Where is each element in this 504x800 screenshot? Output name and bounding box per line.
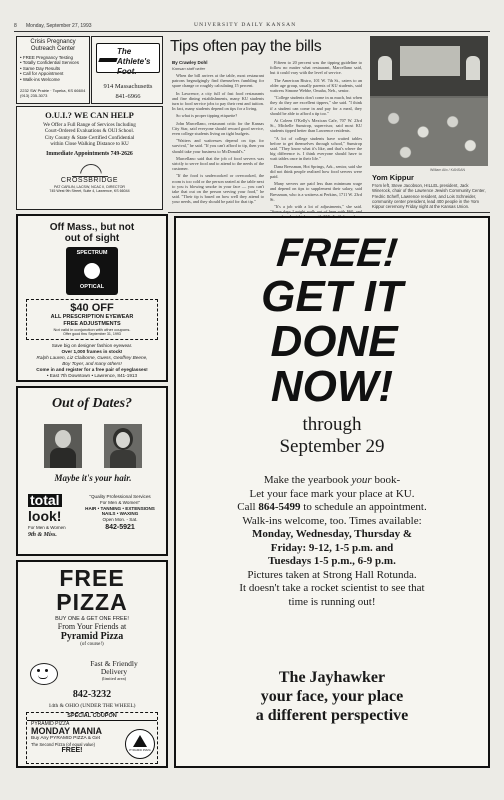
oui-crossbridge-ad bbox=[16, 106, 163, 210]
yearbook-call: Call 864-5499 to schedule an appointment. bbox=[237, 501, 427, 513]
oui-line: City County & State Certified Confidential bbox=[44, 134, 135, 141]
yearbook-closing: time is running out! bbox=[288, 595, 376, 608]
spectrum-address: • East 7th Downtown • Lawrence, 841-1913 bbox=[46, 372, 138, 378]
pizza-bogo: BUY ONE & GET ONE FREE! bbox=[55, 616, 129, 622]
yearbook-times: Tuesdays 1-5 p.m., 6-9 p.m. bbox=[268, 555, 396, 567]
pizza-location: 14th & OHIO (UNDER THE WHEEL) bbox=[48, 703, 136, 709]
yearbook-date: September 29 bbox=[279, 436, 385, 457]
crossbridge-director: PAT CARLIN, LACSW, NCAC II, DIRECTOR bbox=[53, 184, 126, 189]
spectrum-headline-line: out of sight bbox=[64, 233, 120, 244]
total-look-headline: Out of Dates? bbox=[51, 396, 133, 411]
pizza-name: Pyramid Pizza bbox=[60, 631, 124, 642]
article-paragraph: Marcellano said that the job of food servers was strictly to serve food and to attend to the needs of the customer. bbox=[172, 155, 264, 172]
spectrum-fine-print: Offer good thru September 31, 1993 bbox=[63, 332, 121, 336]
crisis-pregnancy-ad bbox=[16, 36, 90, 104]
page-number: 8 bbox=[14, 23, 17, 29]
total-look-logo-text: look! bbox=[28, 508, 62, 524]
pizza-coupon bbox=[26, 712, 158, 764]
yearbook-get-it: GET IT bbox=[261, 272, 403, 321]
athletes-foot-address: 914 Massachusetts bbox=[103, 83, 153, 90]
yearbook-times: Monday, Wednesday, Thursday & bbox=[251, 528, 413, 540]
yearbook-location: Pictures taken at Strong Hall Rotunda. bbox=[247, 568, 417, 581]
spectrum-price: $40 OFF bbox=[70, 302, 114, 314]
yearbook-free: FREE! bbox=[274, 231, 400, 275]
pyramid-pizza-ad bbox=[16, 560, 168, 768]
article-paragraph: In Lawrence, a city full of fast food restaurants and fine dining establishments, many KU students turn to food service jobs to pay their rent and tuition. In fact, many students depend on tips for a living. bbox=[172, 90, 264, 112]
article-paragraph: John Marcellano, restaurant critic for the Kansas City Star, said everyone should reward good service, even college students living on tight budgets. bbox=[172, 120, 264, 137]
pizza-from: From Your Friends at bbox=[57, 622, 127, 631]
crisis-item: • Walk-ins Welcome bbox=[20, 76, 60, 82]
pizza-monday-mania: MONDAY MANIA bbox=[31, 726, 103, 736]
total-look-logo bbox=[28, 492, 72, 538]
yearbook-pitch: Let your face mark your place at KU. bbox=[249, 487, 415, 500]
yearbook-walkins: Walk-ins welcome, too. Times available: bbox=[242, 514, 422, 527]
article-paragraph: The American Bistro, 101 W. 7th St., caters to an older age group, usually parents of KU students, said waitress Simone Webbe, Omaha, Neb., senior. bbox=[270, 77, 362, 94]
article-paragraph: "A lot of college students have waited tables before to get themselves through school," Sunstrop said. "They know what it's like, and that's where the big difference is. I think everyone should have to wait tables once in their life." bbox=[270, 135, 362, 162]
spectrum-offer: FREE ADJUSTMENTS bbox=[63, 320, 121, 327]
article-paragraph: Many servers are paid less than minimum wage and depend on tips to supplement their salary, said Bressman, who is a waitress at Perkins, 1711 W. 23rd St. bbox=[270, 181, 362, 202]
article-paragraph: "If the food is undercooked or overcooked, the room is too cold or the person seated at the table next to you is blowing smoke in your face — you can't take that out on the person serving your food," he said. "Their tip is based on how well they attend to your needs, and they should be paid for that tip." bbox=[172, 173, 264, 205]
spectrum-logo bbox=[66, 247, 118, 295]
portrait-woman bbox=[104, 424, 142, 468]
crisis-title: Crisis Pregnancy Outreach Center bbox=[30, 39, 76, 52]
shoe-stripe-icon bbox=[98, 58, 117, 62]
pizza-of-course: (of course!) bbox=[80, 642, 104, 647]
athletes-foot-ad bbox=[91, 36, 163, 104]
total-look-location: 9th & Miss. bbox=[28, 532, 57, 538]
spectrum-logo-text: OPTICAL bbox=[79, 284, 105, 290]
pizza-coupon-offer: Buy Any PYRAMID PIZZA & Get bbox=[31, 736, 101, 741]
athletes-foot-logo bbox=[96, 43, 160, 76]
jayhawker-yearbook-ad bbox=[174, 216, 490, 768]
jayhawker-tagline: a different perspective bbox=[255, 707, 409, 724]
yearbook-through: through bbox=[302, 414, 362, 435]
article-paragraph: Fifteen to 20 percent was the tipping guideline to follow no matter what restaurant, Marcellano said, but it could vary with the level of service. bbox=[270, 60, 362, 76]
spectrum-save: Over 1,000 frames in stock! bbox=[61, 348, 123, 354]
jayhawker-tagline: The Jayhawker bbox=[278, 669, 386, 686]
spectrum-headline bbox=[18, 222, 166, 244]
article-headline: Tips often pay the bills bbox=[170, 38, 322, 55]
article-paragraph: So what is proper tipping etiquette? bbox=[176, 113, 238, 119]
spectrum-headline-line: Off Mass., but not bbox=[49, 222, 135, 233]
yearbook-closing: It doesn't take a rocket scientist to see that bbox=[239, 582, 425, 594]
total-look-services: For Men & Women" bbox=[99, 499, 141, 505]
pyramid-badge-text: PYRAMID PIZZA bbox=[129, 748, 151, 752]
crisis-item: • Call for Appointment bbox=[20, 71, 64, 77]
pizza-fast: Fast & Friendly bbox=[90, 659, 138, 668]
spectrum-fine-print: Not valid in conjunction with other coupons. bbox=[53, 327, 131, 332]
oui-line: We Offer a Full Range of Services Including bbox=[43, 122, 136, 128]
header-rule bbox=[14, 31, 490, 32]
spectrum-brands: Boy Toyer, and many others! bbox=[62, 360, 122, 366]
article-byline-role: Kansan staff writer bbox=[172, 66, 206, 71]
spectrum-brands: Ralph Lauren, Liz Claiborne, Guess, Geoffrey Beene, bbox=[36, 354, 148, 360]
pizza-phone: 842-3232 bbox=[72, 689, 112, 700]
article-paragraph: "It's a job with a lot of adjustments," she said. bbox=[274, 204, 362, 210]
total-look-ad bbox=[16, 386, 168, 556]
crossbridge-address: 745 West 9th Street, Suite 4, Lawrence, KS 66044 bbox=[49, 189, 130, 194]
athletes-foot-wordmark: The Athlete's Foot. bbox=[117, 47, 151, 76]
crisis-item: • Same Day Results bbox=[20, 65, 61, 71]
article-paragraph: "College students don't come in as much, but when they do they are excellent tippers," she said. "I think if a student can come in and pay for a meal, they should be able to afford a tip too." bbox=[270, 95, 362, 116]
yearbook-times: Friday: 9-12, 1-5 p.m. and bbox=[270, 541, 394, 554]
crisis-address: 2232 SW Prairie · Topeka, KS 66604 bbox=[20, 88, 86, 94]
photo-caption-title: Yom Kippur bbox=[372, 173, 414, 182]
spectrum-offer: ALL PRESCRIPTION EYEWEAR bbox=[50, 314, 134, 320]
photo-caption: From left, Steve Jacobson, HILLEL president, Jack Winerock, chair of the Lawrence Jewish Community Center, Fredric Scheff, Lawrence resident, and Lois Schneider, community center president, lead 400 people in the Yom Kippur ceremony Friday night at the Kansas Union. bbox=[372, 183, 486, 210]
athletes-foot-phone: 841-6966 bbox=[115, 93, 141, 100]
crossbridge-logo-icon bbox=[72, 162, 108, 177]
jayhawker-tagline: your face, your place bbox=[260, 688, 404, 705]
crisis-item: • Totally Confidential Services bbox=[20, 60, 80, 66]
yom-kippur-photo bbox=[370, 36, 488, 166]
oui-line: Court-Ordered Evaluations & OUI School. bbox=[44, 128, 135, 135]
pizza-mascot-icon bbox=[28, 659, 62, 689]
total-look-for: For Men & Women bbox=[28, 525, 66, 530]
oui-title: O.U.I.? WE CAN HELP bbox=[45, 110, 134, 120]
yearbook-headline-art bbox=[176, 226, 488, 411]
article-paragraph: When the bill arrives at the table, most restaurant patrons begrudgingly find themselves fumbling for spare change or roughly calculating 15 percent. bbox=[172, 73, 264, 89]
article-column-1 bbox=[172, 73, 264, 207]
issue-date: Monday, September 27, 1993 bbox=[26, 23, 92, 29]
spectrum-optical-ad bbox=[16, 214, 168, 382]
oui-appointments: Immediate Appointments 749-2626 bbox=[46, 150, 133, 157]
spectrum-logo-text: SPECTRUM bbox=[76, 250, 108, 256]
article-paragraph: "Waiters and waitresses depend on tips for survival," he said. "If you can't afford to tip, then you should take your business to McDonald's." bbox=[172, 138, 264, 154]
pizza-fast: Delivery bbox=[100, 667, 128, 676]
pizza-headline-line: PIZZA bbox=[56, 589, 128, 615]
page-header bbox=[14, 22, 490, 30]
pizza-coupon-brand: PYRAMID PIZZA bbox=[31, 721, 70, 727]
oui-line: within Close Walking Distance to KU bbox=[50, 141, 129, 148]
eye-icon bbox=[84, 263, 100, 279]
pizza-coupon-free: FREE! bbox=[61, 746, 83, 754]
total-look-services: "Quality Professional Services bbox=[89, 494, 151, 499]
pizza-headline bbox=[18, 566, 166, 614]
crisis-item: • FREE Pregnancy Testing bbox=[20, 55, 74, 60]
spectrum-save: Save big on designer fashion eyewear. bbox=[51, 342, 133, 348]
crisis-phone: (913) 235-3073 bbox=[20, 93, 48, 99]
total-look-logo-text: total bbox=[30, 492, 60, 508]
article-column-2 bbox=[270, 60, 362, 208]
portrait-man bbox=[44, 424, 82, 468]
pizza-headline-line: FREE bbox=[59, 565, 125, 591]
spectrum-promo: Come in and register for a free pair of eyeglasses! bbox=[36, 366, 148, 372]
section-rule bbox=[168, 212, 490, 213]
article-byline: By Crawley Dohl bbox=[172, 60, 208, 65]
pyramid-badge-icon bbox=[125, 729, 155, 759]
crossbridge-name: CROSSBRIDGE bbox=[60, 176, 119, 184]
article-paragraph: Dana Bressman, Hot Springs, Ark., senior, said she did not think people realized how food servers were paid. bbox=[270, 163, 362, 180]
total-look-services: HAIR • TANNING • EXTENSIONS bbox=[85, 505, 155, 511]
paper-name: UNIVERSITY DAILY KANSAN bbox=[194, 22, 297, 28]
photo-credit: William Alix / KANSAN bbox=[430, 168, 466, 172]
pizza-coupon-label: SPECIAL COUPON bbox=[27, 713, 157, 721]
pizza-coupon-offer: The Second Pizza (of equal value) bbox=[31, 741, 96, 747]
total-look-services: Open Mon. - Sat. bbox=[102, 517, 138, 523]
article-paragraph: At Coleen O'Kelly's Mexican Cafe, 707 W. 23rd St., Michelle Sunstrop, supervisor, said most KU students tipped better than Lawrence residents. bbox=[270, 118, 362, 134]
yearbook-pitch: Make the yearbook your book- bbox=[263, 474, 401, 486]
pizza-area: (limited area) bbox=[101, 676, 127, 681]
total-look-tagline: Maybe it's your hair. bbox=[54, 473, 132, 483]
total-look-phone: 842-5921 bbox=[105, 523, 135, 531]
yearbook-done: DONE bbox=[270, 317, 398, 366]
yearbook-now: NOW! bbox=[270, 362, 394, 411]
spectrum-coupon bbox=[26, 299, 158, 340]
total-look-services: NAILS • WAXING bbox=[101, 511, 139, 517]
